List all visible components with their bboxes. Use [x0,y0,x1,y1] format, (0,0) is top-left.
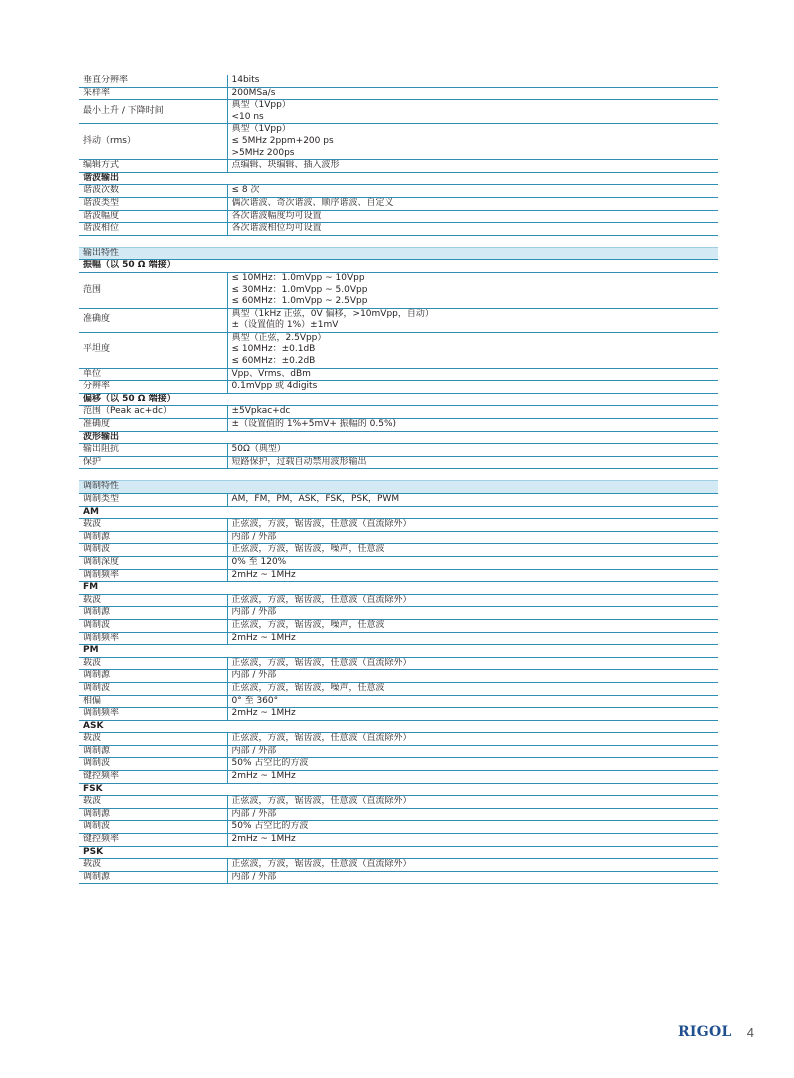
spec-value-line: 典型（1kHz 正弦，0V 偏移，>10mVpp，自动） [231,308,434,319]
spec-label: 范围 [79,272,227,308]
spec-row [79,695,718,708]
subsection-title: 波形输出 [79,431,718,444]
spec-label: 平坦度 [79,332,227,368]
spec-value [227,771,718,784]
spec-value-line: 点编辑、块编辑、插入波形 [231,160,340,171]
spec-value [227,670,718,683]
spec-label: 最小上升 / 下降时间 [79,100,227,124]
spec-label: 分辨率 [79,381,227,394]
spec-value-line: 内部 / 外部 [231,808,277,819]
spec-label: 调制源 [79,871,227,884]
spec-label: 范围（Peak ac+dc） [79,406,227,419]
spec-value-line: ≤ 5MHz 2ppm+200 ps [231,135,334,146]
spec-value-line: ±5Vpkac+dc [231,406,291,417]
spec-value-line: 正弦波，方波，锯齿波，任意波（直流除外） [231,859,412,870]
section-title: 调制特性 [79,481,718,494]
spec-row [79,381,718,394]
spec-table-body [79,75,718,884]
spec-value-line: ≤ 30MHz：1.0mVpp ~ 5.0Vpp [231,284,368,295]
spec-value [227,223,718,236]
section-spacer [79,469,718,481]
subsection-header [79,846,718,859]
spec-row [79,859,718,872]
subsection-title: FM [79,582,718,595]
spec-value [227,657,718,670]
spec-row [79,419,718,432]
subsection-title: AM [79,506,718,519]
subsection-title: 偏移（以 50 Ω 端接） [79,393,718,406]
subsection-title: FSK [79,783,718,796]
spec-value [227,381,718,394]
spec-value [227,859,718,872]
spec-row [79,708,718,721]
spec-row [79,185,718,198]
spec-label: 调制波 [79,758,227,771]
spec-value-line: 短路保护，过载自动禁用波形输出 [231,456,367,467]
section-title: 输出特性 [79,247,718,260]
spec-value [227,834,718,847]
section-header [79,481,718,494]
section-spacer [79,235,718,247]
subsection-title: PSK [79,846,718,859]
spec-row [79,406,718,419]
spec-value [227,419,718,432]
subsection-header [79,260,718,273]
spec-value-line: 0° 至 360° [231,695,279,706]
spec-label: 调制频率 [79,632,227,645]
spec-value [227,808,718,821]
spec-row [79,494,718,507]
spec-label: 相偏 [79,695,227,708]
spec-row [79,607,718,620]
spec-value-line: 50Ω（典型） [231,444,286,455]
subsection-header [79,172,718,185]
spec-table [79,75,718,884]
spec-label: 抖动（rms） [79,124,227,160]
spec-label: 谐波幅度 [79,210,227,223]
spec-value [227,197,718,210]
spec-value-line: 典型（1Vpp） [231,124,291,135]
spec-value [227,368,718,381]
subsection-header [79,582,718,595]
spec-row [79,834,718,847]
spec-row [79,368,718,381]
spec-value-line: 正弦波，方波，锯齿波，任意波（直流除外） [231,657,412,668]
spec-value-line: ≤ 60MHz：1.0mVpp ~ 2.5Vpp [231,296,368,307]
spec-value-line: 正弦波，方波，锯齿波，任意波（直流除外） [231,733,412,744]
spec-label: 载波 [79,796,227,809]
spec-label: 垂直分辨率 [79,75,227,87]
spec-value-line: 典型（正弦，2.5Vpp） [231,332,327,343]
spec-value-line: 200MSa/s [231,87,276,98]
spec-value [227,594,718,607]
spec-value [227,100,718,124]
spec-value-line: Vpp、Vrms、dBm [231,368,311,379]
spec-value [227,619,718,632]
spec-label: 载波 [79,594,227,607]
spec-label: 谐波相位 [79,223,227,236]
spec-value-line: 正弦波，方波，锯齿波，噪声，任意波 [231,682,385,693]
spec-label: 保护 [79,456,227,469]
spec-row [79,456,718,469]
spec-row [79,332,718,368]
spec-value-line: 内部 / 外部 [231,670,277,681]
spec-value-line: >5MHz 200ps [231,147,295,158]
spec-label: 调制频率 [79,569,227,582]
spec-value-line: <10 ns [231,111,264,122]
spec-row [79,821,718,834]
spec-label: 键控频率 [79,771,227,784]
spec-value-line: 2mHz ~ 1MHz [231,632,296,643]
spec-label: 编辑方式 [79,160,227,173]
spec-value [227,745,718,758]
spec-value-line: 偶次谐波、奇次谐波、顺序谐波、自定义 [231,197,394,208]
spacer-cell [79,469,718,481]
spec-row [79,531,718,544]
spec-value [227,708,718,721]
spec-value [227,871,718,884]
spacer-cell [79,235,718,247]
spec-value-line: 2mHz ~ 1MHz [231,569,296,580]
spec-row [79,682,718,695]
spec-value-line: 典型（1Vpp） [231,100,291,111]
spec-value [227,160,718,173]
spec-label: 调制类型 [79,494,227,507]
spec-value-line: 正弦波，方波，锯齿波，噪声，任意波 [231,544,385,555]
spec-label: 载波 [79,859,227,872]
spec-label: 载波 [79,519,227,532]
spec-label: 调制波 [79,619,227,632]
spec-row [79,556,718,569]
spec-row [79,210,718,223]
spec-row [79,75,718,87]
spec-value [227,210,718,223]
spec-row [79,594,718,607]
spec-value-line: 2mHz ~ 1MHz [231,771,296,782]
spec-label: 输出阻抗 [79,444,227,457]
spec-value-line: 正弦波，方波，锯齿波，噪声，任意波 [231,619,385,630]
spec-value-line: ≤ 10MHz：±0.1dB [231,344,316,355]
spec-row [79,197,718,210]
spec-value-line: 14bits [231,75,260,85]
spec-value [227,682,718,695]
spec-label: 调制源 [79,670,227,683]
spec-value [227,444,718,457]
spec-value [227,456,718,469]
spec-value [227,494,718,507]
spec-row [79,87,718,100]
spec-value-line: 各次谐波相位均可设置 [231,223,322,234]
spec-value-line: ±（设置值的 1%）±1mV [231,320,339,331]
spec-value [227,607,718,620]
spec-row [79,632,718,645]
spec-label: 调制波 [79,544,227,557]
spec-label: 调制源 [79,808,227,821]
spec-row [79,758,718,771]
spec-value-line: 50% 占空比的方波 [231,758,309,769]
spec-row [79,272,718,308]
subsection-header [79,506,718,519]
spec-value-line: ≤ 10MHz：1.0mVpp ~ 10Vpp [231,272,365,283]
page-number: 4 [746,1024,754,1040]
spec-value [227,632,718,645]
spec-value-line: ≤ 8 次 [231,185,260,196]
spec-value [227,544,718,557]
spec-value [227,75,718,87]
spec-value [227,87,718,100]
spec-label: 调制波 [79,821,227,834]
spec-value [227,695,718,708]
spec-label: 采样率 [79,87,227,100]
spec-row [79,308,718,332]
spec-row [79,444,718,457]
page-footer [678,1024,754,1040]
spec-value-line: ≤ 60MHz：±0.2dB [231,356,316,367]
spec-label: 调制波 [79,682,227,695]
spec-value-line: 正弦波，方波，锯齿波，任意波（直流除外） [231,594,412,605]
spec-row [79,871,718,884]
spec-row [79,160,718,173]
spec-value [227,569,718,582]
section-header [79,247,718,260]
spec-value [227,308,718,332]
spec-row [79,733,718,746]
subsection-header [79,393,718,406]
spec-value [227,531,718,544]
spec-value-line: 2mHz ~ 1MHz [231,834,296,845]
spec-value [227,332,718,368]
spec-value-line: 内部 / 外部 [231,871,277,882]
spec-value-line: AM，FM，PM，ASK，FSK，PSK，PWM [231,494,400,504]
spec-value-line: ±（设置值的 1%+5mV+ 振幅的 0.5%) [231,419,397,430]
spec-label: 调制源 [79,607,227,620]
subsection-title: 振幅（以 50 Ω 端接） [79,260,718,273]
spec-value-line: 2mHz ~ 1MHz [231,708,296,719]
spec-label: 调制源 [79,531,227,544]
spec-label: 准确度 [79,308,227,332]
spec-row [79,544,718,557]
spec-label: 载波 [79,733,227,746]
spec-value [227,406,718,419]
spec-row [79,619,718,632]
spec-value [227,556,718,569]
spec-value-line: 内部 / 外部 [231,607,277,618]
spec-row [79,569,718,582]
spec-label: 载波 [79,657,227,670]
spec-value [227,758,718,771]
spec-value-line: 各次谐波幅度均可设置 [231,210,322,221]
spec-row [79,808,718,821]
subsection-header [79,783,718,796]
spec-label: 谐波次数 [79,185,227,198]
spec-value-line: 0% 至 120% [231,556,287,567]
spec-value-line: 正弦波，方波，锯齿波，任意波（直流除外） [231,796,412,807]
spec-value-line: 50% 占空比的方波 [231,821,309,832]
spec-value-line: 正弦波，方波，锯齿波，任意波（直流除外） [231,519,412,530]
spec-value [227,519,718,532]
subsection-title: ASK [79,720,718,733]
spec-value [227,733,718,746]
subsection-title: PM [79,645,718,658]
spec-value [227,821,718,834]
spec-label: 谐波类型 [79,197,227,210]
subsection-header [79,431,718,444]
spec-label: 调制深度 [79,556,227,569]
spec-row [79,223,718,236]
spec-row [79,745,718,758]
subsection-header [79,720,718,733]
rigol-logo: RIGOL [678,1024,732,1040]
spec-label: 键控频率 [79,834,227,847]
spec-value [227,124,718,160]
spec-label: 准确度 [79,419,227,432]
spec-row [79,657,718,670]
spec-row [79,670,718,683]
spec-row [79,771,718,784]
spec-row [79,796,718,809]
spec-value-line: 内部 / 外部 [231,531,277,542]
spec-value-line: 内部 / 外部 [231,745,277,756]
spec-value [227,796,718,809]
spec-row [79,100,718,124]
spec-row [79,124,718,160]
subsection-header [79,645,718,658]
spec-label: 调制频率 [79,708,227,721]
spec-value [227,272,718,308]
subsection-title: 谐波输出 [79,172,718,185]
spec-value [227,185,718,198]
spec-value-line: 0.1mVpp 或 4digits [231,381,318,392]
spec-label: 单位 [79,368,227,381]
spec-label: 调制源 [79,745,227,758]
spec-row [79,519,718,532]
